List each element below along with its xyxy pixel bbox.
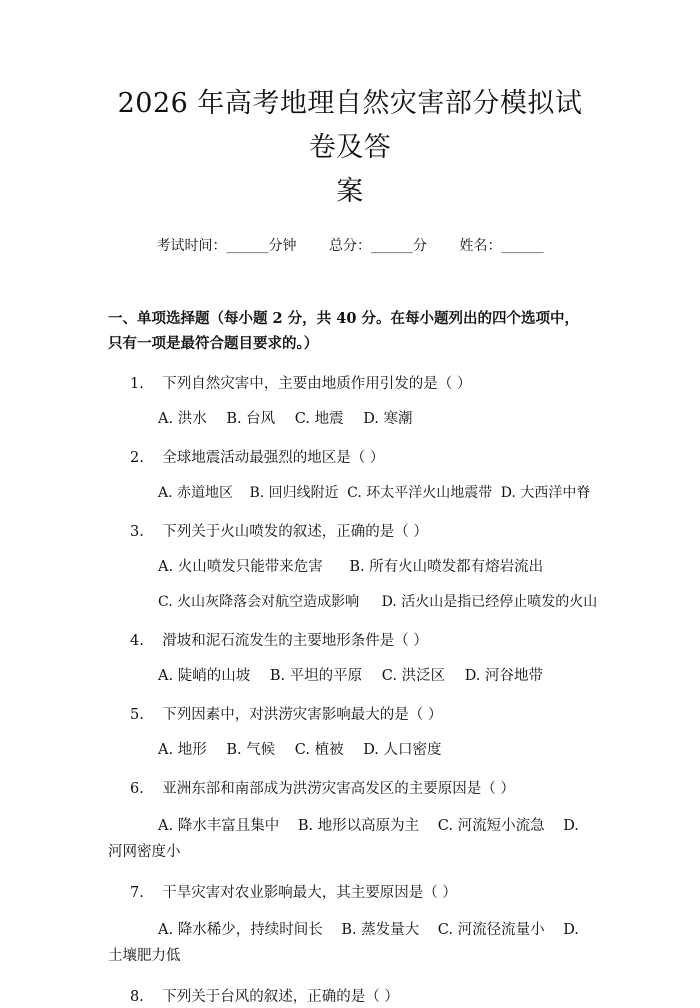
question-1-options — [108, 408, 592, 430]
exam-score-field: 总分：______分 — [329, 238, 427, 254]
question-stem: 下列自然灾害中，主要由地质作用引发的是（ ） — [162, 376, 472, 392]
option-c: C. 环太平洋火山地震带 — [347, 485, 493, 501]
question-number: 6. — [130, 781, 144, 797]
option-b: B. 台风 — [226, 411, 276, 427]
question-stem: 下列关于台风的叙述，正确的是（ ） — [162, 989, 399, 1005]
question-number: 3. — [130, 524, 144, 540]
question-text — [108, 524, 428, 540]
option-c: C. 地震 — [294, 411, 344, 427]
option-d: D. 寒潮 — [363, 411, 413, 427]
exam-title-line1: 2026 年高考地理自然灾害部分模拟试卷及答 — [117, 88, 583, 163]
option-d: D. 活火山是指已经停止喷发的火山 — [381, 594, 598, 610]
question-7 — [108, 882, 592, 904]
question-stem: 干旱灾害对农业影响最大，其主要原因是（ ） — [162, 885, 457, 901]
option-d: D. 大西洋中脊 — [500, 485, 591, 501]
option-a: A. 降水丰富且集中 — [158, 818, 280, 834]
question-7-options — [108, 917, 592, 969]
question-number: 7. — [130, 885, 144, 901]
option-b: B. 蒸发量大 — [341, 922, 420, 938]
question-2-options — [108, 482, 592, 504]
option-c: C. 火山灰降落会对航空造成影响 — [158, 594, 360, 610]
option-a: A. 洪水 — [158, 411, 207, 427]
student-name-field: 姓名：______ — [459, 238, 544, 254]
option-a: A. 降水稀少，持续时间长 — [158, 922, 323, 938]
question-2 — [108, 447, 592, 469]
question-text — [108, 989, 399, 1005]
question-5 — [108, 704, 592, 726]
option-d: D. 人口密度 — [363, 742, 442, 758]
question-4 — [108, 630, 592, 652]
option-d: D. 河谷地带 — [464, 668, 544, 684]
question-3-options-row2 — [108, 591, 598, 613]
question-6-options — [108, 813, 592, 865]
question-1 — [108, 373, 592, 395]
option-a: A. 陡峭的山坡 — [158, 668, 251, 684]
question-8 — [108, 986, 592, 1008]
question-stem: 滑坡和泥石流发生的主要地形条件是（ ） — [162, 633, 428, 649]
question-number: 5. — [130, 707, 144, 723]
option-b: B. 回归线附近 — [249, 485, 339, 501]
exam-title — [108, 0, 592, 214]
option-c: C. 河流短小流急 — [437, 818, 545, 834]
question-stem: 全球地震活动最强烈的地区是（ ） — [162, 450, 385, 466]
question-5-options — [108, 739, 592, 761]
question-3 — [108, 521, 592, 543]
question-3-options-row1 — [108, 556, 592, 578]
option-a: A. 地形 — [158, 742, 207, 758]
question-text — [108, 450, 384, 466]
question-number: 4. — [130, 633, 144, 649]
question-number: 2. — [130, 450, 144, 466]
option-d: D. 河网密度小 — [108, 818, 579, 860]
question-stem: 下列因素中，对洪涝灾害影响最大的是（ ） — [162, 707, 443, 723]
option-c: C. 植被 — [294, 742, 344, 758]
question-stem: 亚洲东部和南部成为洪涝灾害高发区的主要原因是（ ） — [162, 781, 515, 797]
option-c: C. 洪泛区 — [381, 668, 446, 684]
question-text — [108, 707, 442, 723]
question-text — [108, 781, 515, 797]
option-b: B. 所有火山喷发都有熔岩流出 — [349, 559, 544, 575]
section-heading-single-choice: 一、单项选择题（每小题 2 分，共 40 分。在每小题列出的四个选项中，只有一项是最符合题目要求的。） — [108, 310, 579, 352]
question-4-options — [108, 665, 592, 687]
option-a: A. 火山喷发只能带来危害 — [158, 559, 323, 575]
option-c: C. 河流径流量小 — [437, 922, 545, 938]
exam-title-line2: 案 — [336, 176, 364, 207]
question-6 — [108, 778, 592, 800]
exam-time-field: 考试时间：______分钟 — [156, 238, 297, 254]
exam-meta — [108, 236, 592, 256]
option-b: B. 气候 — [226, 742, 276, 758]
option-a: A. 赤道地区 — [158, 485, 234, 501]
question-stem: 下列关于火山喷发的叙述，正确的是（ ） — [162, 524, 428, 540]
option-b: B. 平坦的平原 — [269, 668, 363, 684]
question-text — [108, 633, 428, 649]
option-d: D. 土壤肥力低 — [108, 922, 579, 964]
question-number: 1. — [130, 376, 144, 392]
option-b: B. 地形以高原为主 — [297, 818, 420, 834]
question-text — [108, 376, 471, 392]
question-number: 8. — [130, 989, 144, 1005]
question-text — [108, 885, 457, 901]
